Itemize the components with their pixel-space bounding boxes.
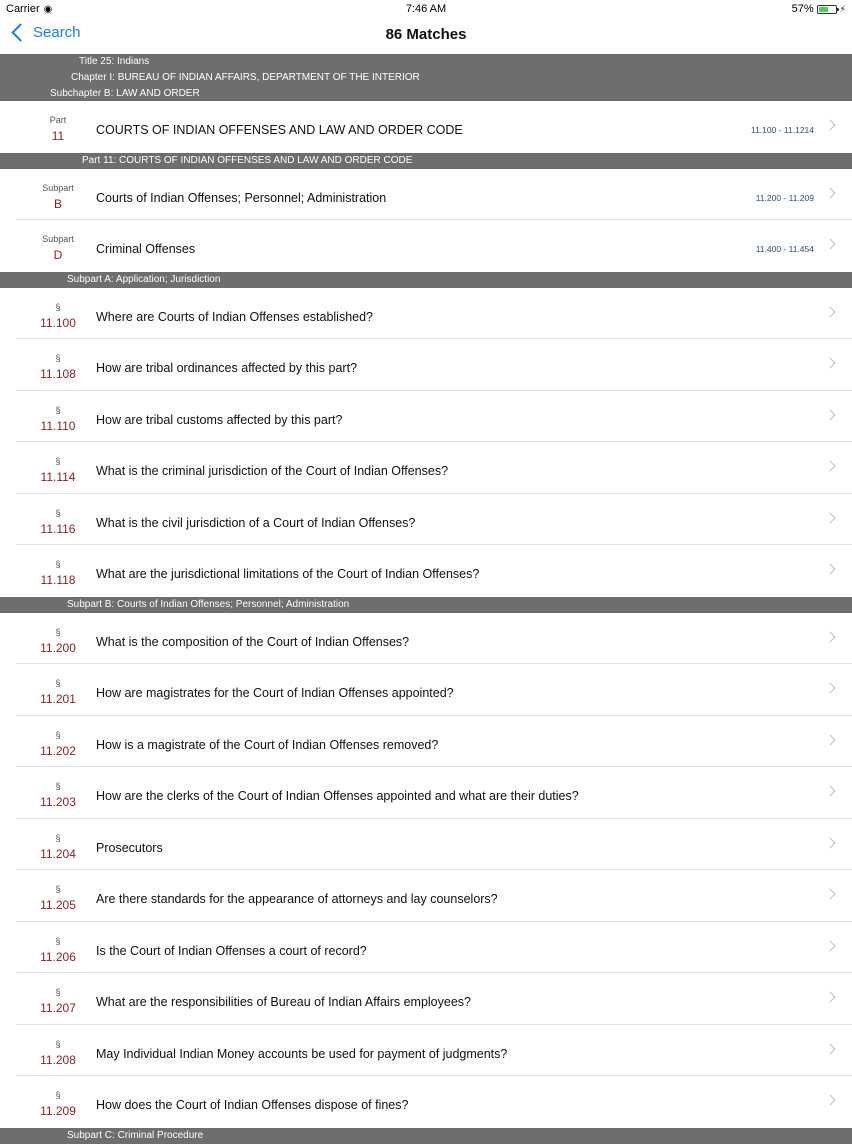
row-title: Courts of Indian Offenses; Personnel; Administration [96,190,387,205]
row-kind: Subpart [42,182,74,193]
chevron-right-icon [824,187,835,198]
section-symbol: § [55,626,61,637]
row-number: 11.116 [40,521,76,536]
row-number: 11.108 [40,367,76,381]
section-header-label: Subpart B: Courts of Indian Offenses; Personnel; Administration [67,598,350,610]
section-symbol: § [55,1090,61,1100]
row-kind: Part [49,115,67,125]
row-number: 11.207 [40,1001,76,1015]
row-title: How is a magistrate of the Court of Indian Offenses removed? [96,737,439,752]
chevron-right-icon [824,563,835,574]
battery-fill [819,7,828,12]
section-symbol: § [55,729,61,740]
row-range: 11.100 - 11.1214 [750,125,814,135]
section-row[interactable] [0,819,852,871]
chevron-right-icon [824,940,835,951]
row-number: B [53,196,62,211]
row-title: Are there standards for the appearance of attorneys and lay counselors? [96,892,498,906]
row-number: 11.202 [40,743,76,758]
section-header-part [0,153,852,169]
row-range: 11.200 - 11.209 [755,192,814,203]
row-title: Criminal Offenses [96,242,196,256]
page-title: 86 Matches [385,26,467,43]
section-symbol: § [55,884,61,894]
section-header-subpart-b [0,597,852,613]
chevron-right-icon [824,119,835,130]
row-title: May Individual Indian Money accounts be used for payment of judgments? [96,1046,508,1061]
chevron-right-icon [824,1043,835,1054]
row-title: What are the jurisdictional limitations of the Court of Indian Offenses? [96,567,480,581]
chevron-right-icon [824,460,835,471]
chevron-right-icon [824,306,835,317]
row-number: D [53,248,63,262]
section-symbol: § [55,353,61,363]
row-title: How are tribal customs affected by this part? [96,412,343,427]
section-row[interactable] [0,545,852,597]
row-title: Where are Courts of Indian Offenses established? [96,309,374,324]
part-row[interactable] [0,101,852,153]
section-symbol: § [55,1038,61,1049]
breadcrumb-chapter: Chapter I: BUREAU OF INDIAN AFFAIRS, DEPARTMENT OF THE INTERIOR [71,72,420,83]
section-symbol: § [55,832,61,843]
section-row[interactable] [0,973,852,1025]
section-row[interactable] [0,339,852,391]
section-row[interactable] [0,494,852,546]
bolt-icon: ⚡ [839,3,846,14]
row-number: 11.205 [40,898,76,912]
section-row[interactable] [0,391,852,443]
row-number: 11.200 [40,640,76,655]
row-title: What is the criminal jurisdiction of the Court of Indian Offenses? [96,464,449,478]
navigation-bar [0,18,852,54]
row-number: 11.203 [40,795,76,809]
row-number: 11.208 [40,1052,76,1067]
section-row[interactable] [0,922,852,974]
chevron-right-icon [824,785,835,796]
row-title: COURTS OF INDIAN OFFENSES AND LAW AND ORDER CODE [96,123,463,137]
section-row[interactable] [0,716,852,768]
row-title: What are the responsibilities of Bureau of Indian Affairs employees? [96,995,471,1009]
back-label: Search [33,24,81,41]
row-title: Is the Court of Indian Offenses a court of record? [96,943,367,958]
section-symbol: § [55,559,61,569]
section-row[interactable] [0,288,852,340]
row-number: 11.201 [40,692,76,706]
subpart-row[interactable] [0,169,852,221]
row-title: How are the clerks of the Court of Indian Offenses appointed and what are their duties? [96,789,579,803]
section-header-label: Subpart C: Criminal Procedure [67,1129,204,1141]
chevron-right-icon [824,837,835,848]
section-symbol: § [55,781,61,791]
row-kind: Subpart [42,234,74,244]
clock: 7:46 AM [405,3,447,15]
section-row[interactable] [0,767,852,819]
carrier-label: Carrier ◉ [6,3,53,15]
row-number: 11.110 [40,418,76,433]
section-symbol: § [55,935,61,946]
chevron-right-icon [824,631,835,642]
chevron-right-icon [824,888,835,899]
section-header-label: Subpart A: Application; Jurisdiction [67,273,221,285]
row-number: 11.206 [40,949,76,964]
section-symbol: § [55,987,61,997]
section-row[interactable] [0,1076,852,1128]
row-title: How are tribal ordinances affected by this part? [96,361,358,375]
status-bar [0,0,852,18]
row-range: 11.400 - 11.454 [755,244,814,254]
chevron-right-icon [824,409,835,420]
section-symbol: § [55,301,61,312]
row-title: Prosecutors [96,840,163,855]
chevron-right-icon [824,238,835,249]
row-number: 11.114 [40,470,76,484]
breadcrumb-subchapter: Subchapter B: LAW AND ORDER [50,88,200,99]
breadcrumb-title: Title 25: Indians [79,56,150,67]
section-row[interactable] [0,442,852,494]
chevron-right-icon [824,512,835,523]
row-number: 11.100 [40,315,76,330]
battery-icon [817,5,837,14]
chevron-right-icon [824,734,835,745]
battery-percent: 57% [791,3,814,15]
row-title: What is the civil jurisdiction of a Court of Indian Offenses? [96,515,416,530]
chevron-right-icon [824,991,835,1002]
section-symbol: § [55,678,61,688]
wifi-icon: ◉ [43,4,53,15]
section-symbol: § [55,404,61,415]
subpart-row[interactable] [0,220,852,272]
battery-indicator [792,3,846,15]
chevron-right-icon [824,357,835,368]
section-symbol: § [55,456,61,466]
section-row[interactable] [0,870,852,922]
section-header-label: Part 11: COURTS OF INDIAN OFFENSES AND LAW AND ORDER CODE [82,154,413,166]
chevron-right-icon [824,1094,835,1105]
row-number: 11.118 [40,573,76,587]
results-list[interactable] [0,54,852,1144]
row-number: 11.209 [40,1104,76,1118]
section-row[interactable] [0,613,852,665]
section-row[interactable] [0,1025,852,1077]
row-title: How are magistrates for the Court of Indian Offenses appointed? [96,686,454,700]
row-number: 11.204 [40,846,76,861]
section-header-subpart-a [0,272,852,288]
section-row[interactable] [0,664,852,716]
row-number: 11 [51,129,65,143]
breadcrumb [0,54,852,101]
row-title: How does the Court of Indian Offenses dispose of fines? [96,1098,409,1112]
section-symbol: § [55,507,61,518]
row-title: What is the composition of the Court of Indian Offenses? [96,634,410,649]
chevron-right-icon [824,682,835,693]
